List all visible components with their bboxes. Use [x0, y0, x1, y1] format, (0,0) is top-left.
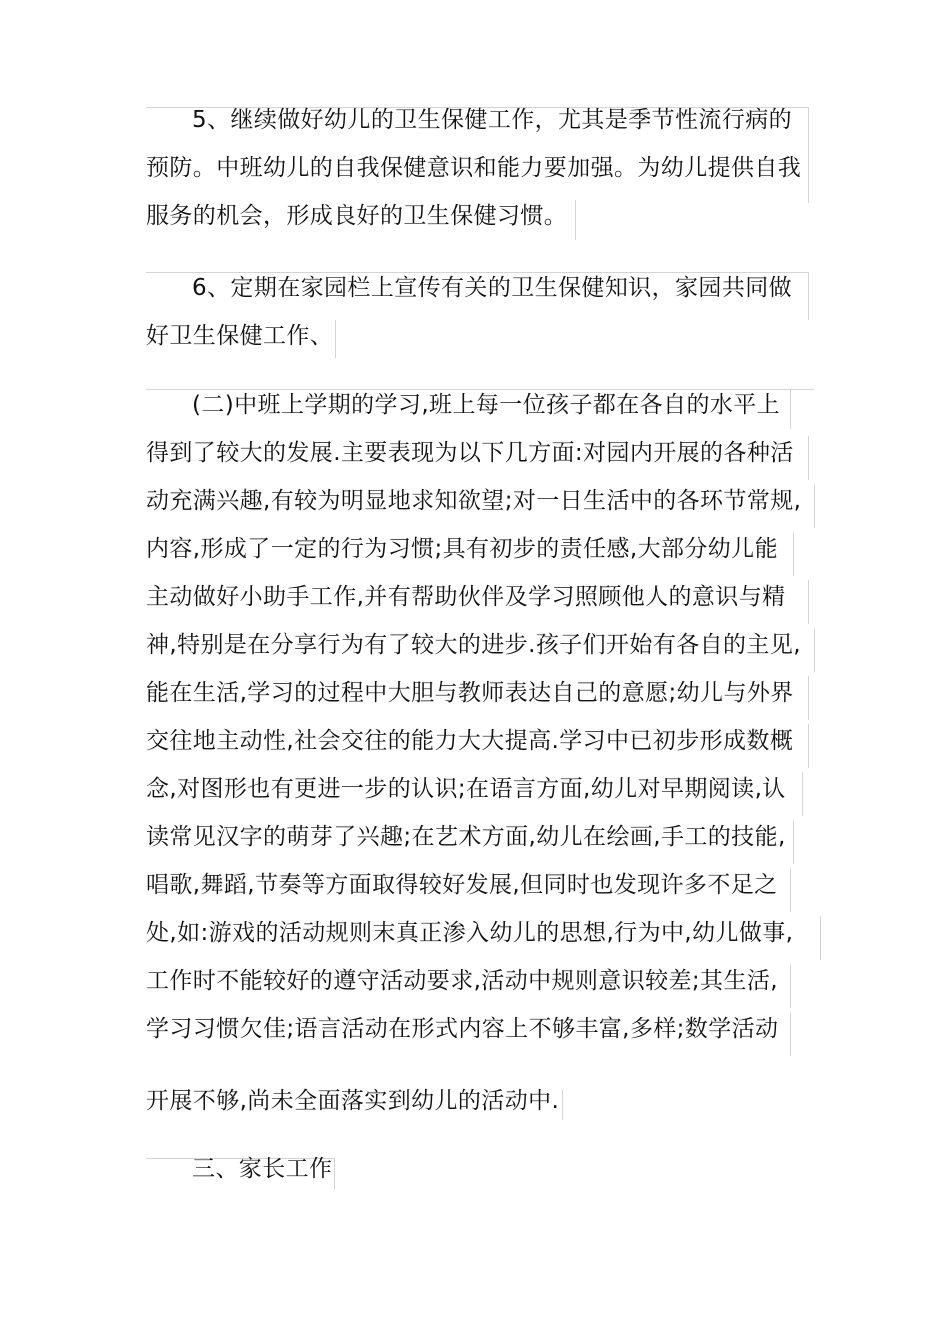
text-line: 交往地主动性,社会交往的能力大大提高.学习中已初步形成数概: [146, 728, 794, 754]
paragraph-boundary-right: [790, 1012, 791, 1056]
paragraph-boundary-right: [562, 1090, 563, 1120]
paragraph-boundary-right: [575, 200, 576, 240]
text-line: 开展不够,尚未全面落实到幼儿的活动中.: [146, 1088, 560, 1114]
paragraph-boundary-right: [334, 1158, 335, 1190]
paragraph-boundary-right: [802, 772, 803, 816]
paragraph-boundary-right: [808, 107, 809, 155]
text-line: 神,特别是在分享行为有了较大的进步.孩子们开始有各自的主见,: [146, 632, 801, 658]
paragraph-boundary-right: [793, 820, 794, 864]
paragraph-boundary-right: [793, 532, 794, 576]
paragraph-boundary-right: [335, 320, 336, 358]
text-line: 学习习惯欠佳;语言活动在形式内容上不够丰富,多样;数学活动: [146, 1016, 779, 1042]
text-line: 主动做好小助手工作,并有帮助伙伴及学习照顾他人的意识与精: [146, 584, 786, 610]
paragraph-boundary-right: [790, 389, 791, 429]
paragraph-boundary-right: [820, 916, 821, 960]
paragraph-boundary-right: [808, 724, 809, 768]
text-line: 得到了较大的发展.主要表现为以下几方面:对园内开展的各种活: [146, 440, 794, 466]
paragraph-boundary-right: [808, 676, 809, 720]
text-line: 好卫生保健工作、: [146, 323, 334, 349]
paragraph-boundary-right: [808, 155, 809, 203]
text-line: (二)中班上学期的学习,班上每一位孩子都在各自的水平上: [192, 392, 781, 418]
text-line: 唱歌,舞蹈,节奏等方面取得较好发展,但同时也发现许多不足之: [146, 872, 778, 898]
text-line: 5、继续做好幼儿的卫生保健工作，尤其是季节性流行病的: [192, 107, 793, 133]
text-line: 处,如:游戏的活动规则末真正渗入幼儿的思想,行为中,幼儿做事,: [146, 920, 794, 946]
paragraph-boundary-right: [814, 628, 815, 672]
text-line: 动充满兴趣,有较为明显地求知欲望;对一日生活中的各环节常规,: [146, 488, 802, 514]
paragraph-boundary-right: [790, 868, 791, 912]
text-line: 6、定期在家园栏上宣传有关的卫生保健知识，家园共同做: [192, 275, 793, 301]
section-heading: 三、家长工作: [192, 1156, 333, 1182]
paragraph-boundary-right: [808, 272, 809, 320]
text-line: 服务的机会，形成良好的卫生保健习惯。: [146, 203, 568, 229]
paragraph-boundary-right: [808, 580, 809, 624]
text-line: 读常见汉字的萌芽了兴趣;在艺术方面,幼儿在绘画,手工的技能,: [146, 824, 786, 850]
text-line: 能在生活,学习的过程中大胆与教师表达自己的意愿;幼儿与外界: [146, 680, 794, 706]
paragraph-boundary-right: [814, 484, 815, 528]
text-line: 预防。中班幼儿的自我保健意识和能力要加强。为幼儿提供自我: [146, 155, 802, 181]
text-line: 工作时不能较好的遵守活动要求,活动中规则意识较差;其生活,: [146, 968, 778, 994]
paragraph-boundary-right: [808, 436, 809, 480]
paragraph-boundary-right: [790, 964, 791, 1008]
text-line: 念,对图形也有更进一步的认识;在语言方面,幼儿对早期阅读,认: [146, 776, 786, 802]
text-line: 内容,形成了一定的行为习惯;具有初步的责任感,大部分幼儿能: [146, 536, 778, 562]
